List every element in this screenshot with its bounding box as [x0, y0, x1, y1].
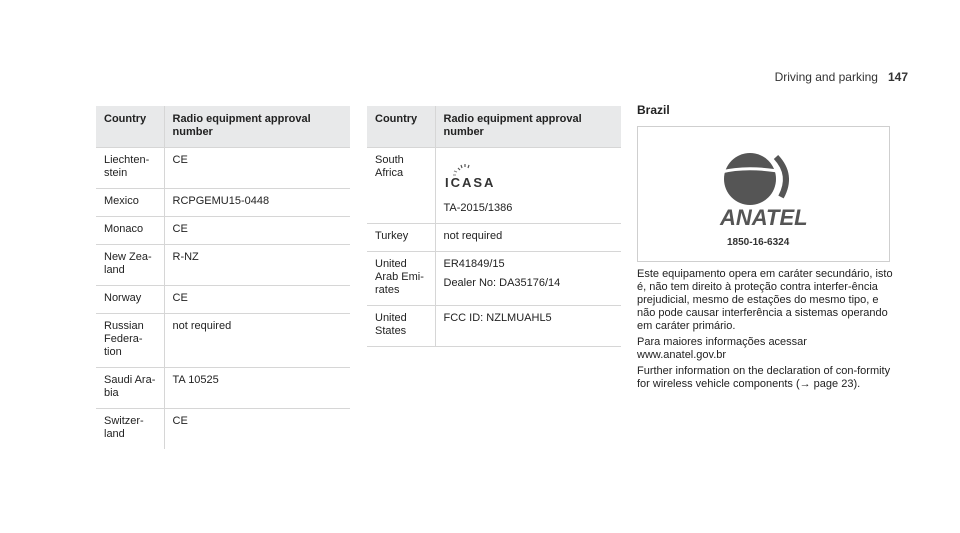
approval-cell: CE — [164, 409, 350, 450]
table-row — [367, 148, 621, 224]
approval-cell: RCPGEMU15-0448 — [164, 189, 350, 217]
table-row — [96, 409, 350, 450]
table-row — [96, 368, 350, 409]
icasa-logo — [444, 160, 508, 194]
brazil-paragraph-1: Este equipamento opera em caráter secundário, isto é, não tem direito à proteção contra interfer-ência prejudicial, mesmo de estações do mesmo tipo, e não pode causar interferência a sistemas operando em caráter primário. — [637, 268, 893, 332]
approval-cell — [435, 148, 621, 224]
column-header-country: Country — [96, 106, 164, 148]
column-header-approval: Radio equipment approval number — [435, 106, 621, 148]
page-header — [775, 70, 908, 84]
approval-number: ER41849/15 — [443, 258, 505, 270]
anatel-logo-text: ANATEL — [720, 205, 808, 230]
country-cell: United Arab Emi-rates — [367, 252, 435, 306]
approval-cell: R-NZ — [164, 245, 350, 286]
approval-table-left — [96, 106, 350, 449]
country-cell: South Africa — [367, 148, 435, 224]
anatel-logo-number: 1850-16-6324 — [727, 237, 790, 248]
table-row — [367, 224, 621, 252]
country-cell: Turkey — [367, 224, 435, 252]
table-row — [96, 286, 350, 314]
table-row — [96, 314, 350, 368]
brazil-paragraph-2: Para maiores informações acessar www.anatel.gov.br — [637, 336, 807, 361]
brazil-text — [637, 268, 897, 394]
country-cell: Liechten-stein — [96, 148, 164, 189]
country-cell: Switzer-land — [96, 409, 164, 450]
brazil-heading: Brazil — [637, 103, 670, 117]
table-row — [96, 245, 350, 286]
approval-cell: CE — [164, 148, 350, 189]
anatel-logo — [638, 127, 889, 261]
table-row — [367, 252, 621, 306]
approval-cell: not required — [435, 224, 621, 252]
country-cell: New Zea-land — [96, 245, 164, 286]
table-row — [367, 306, 621, 347]
table-row — [96, 148, 350, 189]
country-cell: Norway — [96, 286, 164, 314]
approval-cell: CE — [164, 286, 350, 314]
column-header-country: Country — [367, 106, 435, 148]
country-cell: Russian Federa-tion — [96, 314, 164, 368]
approval-cell — [435, 252, 621, 306]
anatel-logo-box — [637, 126, 890, 262]
approval-table-right — [367, 106, 621, 347]
icasa-logo-text: ICASA — [444, 175, 495, 190]
approval-cell: not required — [164, 314, 350, 368]
country-cell: Saudi Ara-bia — [96, 368, 164, 409]
table-row — [96, 217, 350, 245]
page-number: 147 — [887, 70, 908, 84]
dealer-number: Dealer No: DA35176/14 — [443, 277, 561, 289]
approval-cell: TA 10525 — [164, 368, 350, 409]
section-title: Driving and parking — [774, 70, 878, 84]
conformity-paragraph: Further information on the declaration of con-formity for wireless vehicle components (→ page 23). — [637, 365, 891, 390]
country-cell: Mexico — [96, 189, 164, 217]
country-cell: Monaco — [96, 217, 164, 245]
approval-cell: CE — [164, 217, 350, 245]
approval-cell: FCC ID: NZLMUAHL5 — [435, 306, 621, 347]
approval-number: TA-2015/1386 — [443, 202, 513, 214]
column-header-approval: Radio equipment approval number — [164, 106, 350, 148]
country-cell: United States — [367, 306, 435, 347]
table-row — [96, 189, 350, 217]
